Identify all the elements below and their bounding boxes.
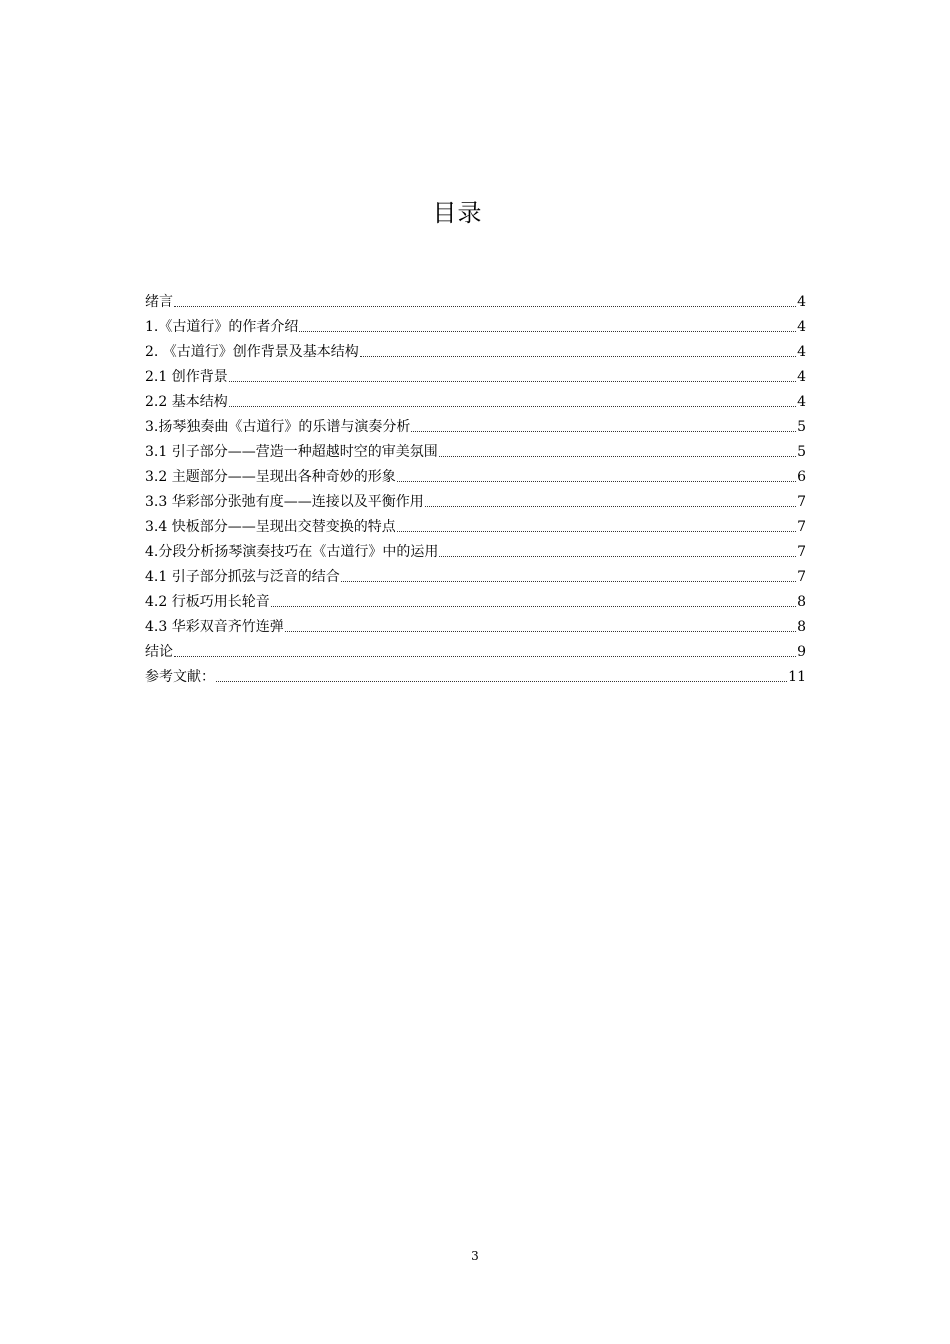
toc-entry-page: 4 — [797, 369, 806, 385]
dot-leader — [411, 431, 796, 432]
dot-leader — [285, 631, 796, 632]
toc-entry-label: 1.《古道行》的作者介绍 — [145, 319, 299, 335]
dot-leader — [229, 406, 796, 407]
dot-leader — [229, 381, 796, 382]
toc-entry-page: 8 — [797, 619, 806, 635]
toc-entry[interactable] — [145, 587, 806, 612]
toc-entry-label: 4.3 华彩双音齐竹连弹 — [145, 619, 284, 635]
toc-entry[interactable] — [145, 462, 806, 487]
toc-entry[interactable] — [145, 337, 806, 362]
toc-entry[interactable] — [145, 387, 806, 412]
dot-leader — [341, 581, 796, 582]
toc-entry-page: 7 — [797, 569, 806, 585]
toc-entry-label: 3.3 华彩部分张弛有度——连接以及平衡作用 — [145, 494, 424, 510]
toc-entry-label: 绪言 — [145, 294, 173, 310]
dot-leader — [271, 606, 796, 607]
toc-entry-page: 7 — [797, 494, 806, 510]
toc-list — [145, 287, 806, 687]
toc-entry[interactable] — [145, 412, 806, 437]
toc-entry-page: 8 — [797, 594, 806, 610]
dot-leader — [299, 331, 796, 332]
toc-entry-page: 7 — [797, 544, 806, 560]
page-number: 3 — [471, 1249, 479, 1263]
toc-entry-page: 5 — [797, 419, 806, 435]
toc-entry[interactable] — [145, 287, 806, 312]
toc-entry[interactable] — [145, 637, 806, 662]
toc-entry[interactable] — [145, 312, 806, 337]
dot-leader — [439, 456, 796, 457]
toc-entry-page: 4 — [797, 319, 806, 335]
toc-entry[interactable] — [145, 562, 806, 587]
toc-entry[interactable] — [145, 437, 806, 462]
toc-entry[interactable] — [145, 662, 806, 687]
toc-entry-label: 3.1 引子部分——营造一种超越时空的审美氛围 — [145, 444, 438, 460]
toc-entry-page: 11 — [788, 669, 806, 685]
dot-leader — [425, 506, 796, 507]
toc-entry-label: 参考文献： — [145, 669, 215, 685]
toc-entry[interactable] — [145, 537, 806, 562]
dot-leader — [439, 556, 796, 557]
toc-entry-label: 3.2 主题部分——呈现出各种奇妙的形象 — [145, 469, 396, 485]
toc-entry-page: 4 — [797, 294, 806, 310]
toc-entry-page: 9 — [797, 644, 806, 660]
dot-leader — [174, 656, 796, 657]
toc-entry-label: 结论 — [145, 644, 173, 660]
toc-entry[interactable] — [145, 612, 806, 637]
toc-entry-label: 3.4 快板部分——呈现出交替变换的特点 — [145, 519, 396, 535]
dot-leader — [174, 306, 796, 307]
toc-title: 目录 — [432, 199, 483, 227]
dot-leader — [397, 481, 796, 482]
toc-entry[interactable] — [145, 362, 806, 387]
toc-entry-page: 7 — [797, 519, 806, 535]
toc-entry[interactable] — [145, 487, 806, 512]
toc-entry-label: 4.1 引子部分抓弦与泛音的结合 — [145, 569, 340, 585]
toc-entry-label: 2.2 基本结构 — [145, 394, 228, 410]
dot-leader — [360, 356, 796, 357]
toc-entry-label: 4.分段分析扬琴演奏技巧在《古道行》中的运用 — [145, 544, 439, 560]
toc-entry-label: 4.2 行板巧用长轮音 — [145, 594, 270, 610]
toc-entry-page: 4 — [797, 394, 806, 410]
dot-leader — [397, 531, 796, 532]
toc-entry[interactable] — [145, 512, 806, 537]
toc-entry-label: 2.1 创作背景 — [145, 369, 228, 385]
toc-entry-label: 2. 《古道行》创作背景及基本结构 — [145, 344, 359, 360]
dot-leader — [216, 681, 787, 682]
toc-entry-page: 4 — [797, 344, 806, 360]
toc-entry-label: 3.扬琴独奏曲《古道行》的乐谱与演奏分析 — [145, 419, 411, 435]
toc-entry-page: 6 — [797, 469, 806, 485]
toc-entry-page: 5 — [797, 444, 806, 460]
